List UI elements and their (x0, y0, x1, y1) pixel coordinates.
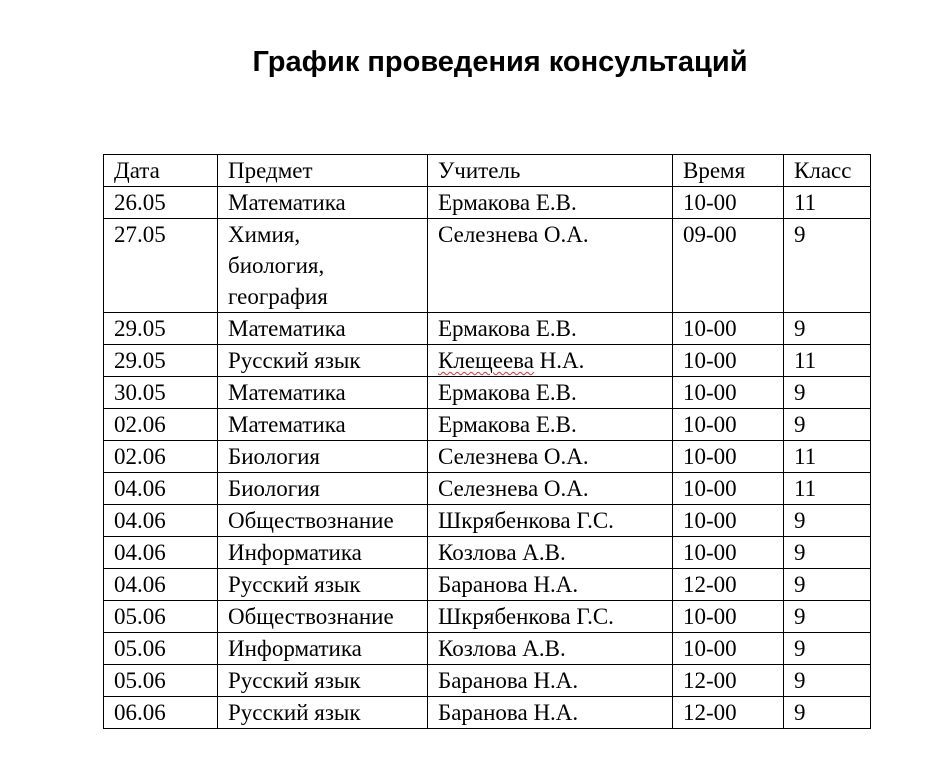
cell-time: 10-00 (673, 601, 784, 633)
cell-subject: Математика (218, 377, 428, 409)
table-row (104, 697, 871, 729)
cell-grade: 9 (784, 219, 871, 313)
cell-time: 10-00 (673, 441, 784, 473)
subject-line: география (228, 284, 328, 309)
column-header-teacher: Учитель (428, 155, 673, 187)
consultation-schedule-table (103, 154, 871, 729)
cell-time: 10-00 (673, 187, 784, 219)
cell-grade: 9 (784, 697, 871, 729)
cell-time: 12-00 (673, 697, 784, 729)
table-row (104, 665, 871, 697)
cell-subject: Математика (218, 187, 428, 219)
cell-grade: 11 (784, 345, 871, 377)
column-header-grade: Класс (784, 155, 871, 187)
cell-teacher: Ермакова Е.В. (428, 187, 673, 219)
cell-date: 06.06 (104, 697, 218, 729)
table-row (104, 187, 871, 219)
cell-date: 02.06 (104, 441, 218, 473)
cell-date: 05.06 (104, 633, 218, 665)
cell-subject: Русский язык (218, 569, 428, 601)
cell-time: 10-00 (673, 537, 784, 569)
cell-time: 09-00 (673, 219, 784, 313)
cell-time: 12-00 (673, 665, 784, 697)
table-row (104, 409, 871, 441)
teacher-initials: Н.А. (533, 348, 585, 373)
cell-grade: 11 (784, 473, 871, 505)
cell-teacher: Ермакова Е.В. (428, 313, 673, 345)
cell-teacher: Селезнева О.А. (428, 473, 673, 505)
cell-subject: Русский язык (218, 665, 428, 697)
cell-date: 29.05 (104, 345, 218, 377)
cell-teacher: Козлова А.В. (428, 537, 673, 569)
cell-teacher: Баранова Н.А. (428, 569, 673, 601)
cell-grade: 9 (784, 633, 871, 665)
cell-subject: Математика (218, 313, 428, 345)
cell-subject (218, 219, 428, 313)
cell-grade: 11 (784, 441, 871, 473)
cell-time: 10-00 (673, 313, 784, 345)
cell-subject: Русский язык (218, 697, 428, 729)
table-header-row (104, 155, 871, 187)
table-row (104, 219, 871, 313)
cell-subject: Русский язык (218, 345, 428, 377)
column-header-subject: Предмет (218, 155, 428, 187)
cell-grade: 9 (784, 601, 871, 633)
cell-date: 04.06 (104, 473, 218, 505)
cell-subject: Математика (218, 409, 428, 441)
column-header-date: Дата (104, 155, 218, 187)
subject-line: Химия, (228, 222, 301, 247)
table-row (104, 377, 871, 409)
table-row (104, 601, 871, 633)
cell-subject: Биология (218, 441, 428, 473)
cell-teacher: Ермакова Е.В. (428, 409, 673, 441)
table-row (104, 441, 871, 473)
cell-date: 26.05 (104, 187, 218, 219)
cell-date: 05.06 (104, 665, 218, 697)
table-row (104, 345, 871, 377)
cell-teacher: Шкрябенкова Г.С. (428, 601, 673, 633)
cell-time: 12-00 (673, 569, 784, 601)
column-header-time: Время (673, 155, 784, 187)
cell-date: 04.06 (104, 537, 218, 569)
table-row (104, 569, 871, 601)
cell-grade: 9 (784, 665, 871, 697)
cell-subject: Обществознание (218, 601, 428, 633)
table-row (104, 633, 871, 665)
cell-time: 10-00 (673, 377, 784, 409)
page-title: График проведения консультаций (252, 46, 748, 78)
cell-grade: 9 (784, 505, 871, 537)
cell-time: 10-00 (673, 633, 784, 665)
cell-date: 02.06 (104, 409, 218, 441)
cell-subject: Информатика (218, 633, 428, 665)
table-row (104, 537, 871, 569)
cell-grade: 11 (784, 187, 871, 219)
cell-subject: Обществознание (218, 505, 428, 537)
cell-grade: 9 (784, 313, 871, 345)
cell-teacher: Шкрябенкова Г.С. (428, 505, 673, 537)
table-row (104, 505, 871, 537)
cell-date: 30.05 (104, 377, 218, 409)
cell-teacher: Ермакова Е.В. (428, 377, 673, 409)
cell-date: 04.06 (104, 505, 218, 537)
cell-date: 27.05 (104, 219, 218, 313)
cell-teacher (428, 345, 673, 377)
cell-teacher: Селезнева О.А. (428, 441, 673, 473)
table-row (104, 473, 871, 505)
cell-subject: Биология (218, 473, 428, 505)
table-row (104, 313, 871, 345)
cell-teacher: Селезнева О.А. (428, 219, 673, 313)
cell-time: 10-00 (673, 473, 784, 505)
cell-time: 10-00 (673, 505, 784, 537)
spellcheck-flagged-surname: Клещеева (438, 348, 534, 373)
cell-grade: 9 (784, 377, 871, 409)
subject-line: биология, (228, 253, 325, 278)
cell-date: 04.06 (104, 569, 218, 601)
cell-grade: 9 (784, 537, 871, 569)
cell-teacher: Баранова Н.А. (428, 697, 673, 729)
cell-subject: Информатика (218, 537, 428, 569)
cell-date: 05.06 (104, 601, 218, 633)
cell-teacher: Козлова А.В. (428, 633, 673, 665)
cell-grade: 9 (784, 409, 871, 441)
cell-teacher: Баранова Н.А. (428, 665, 673, 697)
cell-time: 10-00 (673, 345, 784, 377)
cell-grade: 9 (784, 569, 871, 601)
cell-time: 10-00 (673, 409, 784, 441)
cell-date: 29.05 (104, 313, 218, 345)
